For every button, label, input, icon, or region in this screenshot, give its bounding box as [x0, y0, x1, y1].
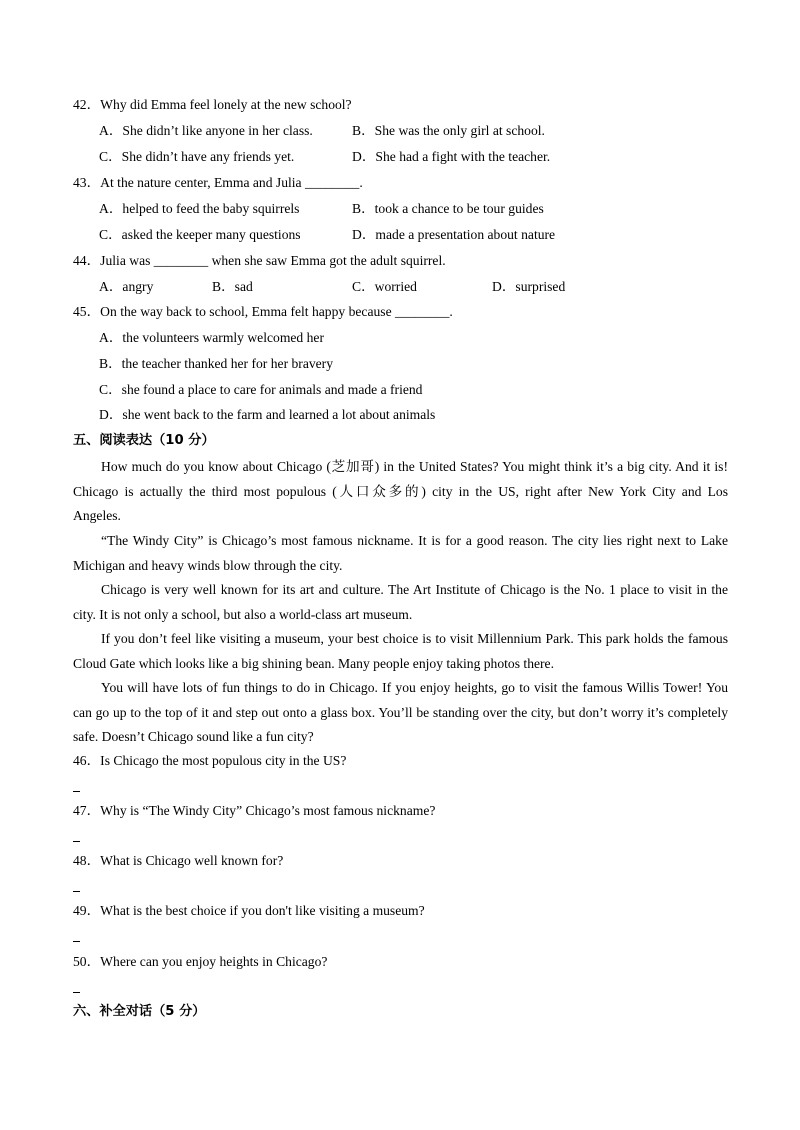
- q43-option-b: B．took a chance to be tour guides: [352, 201, 544, 216]
- answer-blank-48[interactable]: [73, 891, 80, 892]
- q43-option-c: C．asked the keeper many questions: [99, 227, 301, 242]
- passage-paragraph-1: [73, 455, 728, 529]
- answer-blank-49[interactable]: [73, 941, 80, 942]
- question-45-stem: 45．On the way back to school, Emma felt happy because ________.: [73, 304, 453, 319]
- question-46: 46．Is Chicago the most populous city in the US?: [73, 753, 347, 768]
- q44-option-a: A．angry: [99, 279, 154, 294]
- q45-option-c: C．she found a place to care for animals and made a friend: [99, 382, 423, 397]
- q43-option-d: D．made a presentation about nature: [352, 227, 556, 242]
- q45-option-d: D．she went back to the farm and learned a lot about animals: [99, 407, 436, 422]
- section-6-heading: 六、补全对话（5 分）: [73, 1004, 206, 1019]
- passage-paragraph-2: [73, 529, 728, 578]
- passage-line: How much do you know about Chicago (芝加哥) in the United States? You might think it’s a big city. And it is!: [101, 459, 728, 474]
- passage-line: If you don’t feel like visiting a museum, your best choice is to visit Millennium Park. This park holds the famous: [101, 631, 728, 646]
- passage-line: Cloud Gate which looks like a big shining bean. Many people enjoy taking photos there.: [73, 655, 554, 671]
- q43-option-a: A．helped to feed the baby squirrels: [99, 201, 300, 216]
- passage-line: Chicago is actually the third most populous (人口众多的) city in the US, right after New York City and Los: [73, 483, 728, 499]
- q45-option-a: A．the volunteers warmly welcomed her: [99, 330, 324, 345]
- passage-line: You will have lots of fun things to do in Chicago. If you enjoy heights, go to visit the famous Willis Tower! You: [101, 680, 728, 695]
- q42-option-d: D．She had a fight with the teacher.: [352, 149, 551, 164]
- q44-option-c: C．worried: [352, 279, 417, 294]
- question-43-stem: 43．At the nature center, Emma and Julia ________.: [73, 175, 363, 190]
- question-49: 49．What is the best choice if you don't like visiting a museum?: [73, 903, 425, 918]
- q44-option-b: B．sad: [212, 279, 253, 294]
- question-47: 47．Why is “The Windy City” Chicago’s most famous nickname?: [73, 803, 436, 818]
- passage-line: “The Windy City” is Chicago’s most famous nickname. It is for a good reason. The city lies right next to Lake: [101, 533, 728, 548]
- passage-line: Angeles.: [73, 508, 121, 523]
- question-50: 50．Where can you enjoy heights in Chicago?: [73, 954, 328, 969]
- q42-option-b: B．She was the only girl at school.: [352, 123, 545, 138]
- answer-blank-50[interactable]: [73, 992, 80, 993]
- passage-paragraph-4: [73, 627, 728, 676]
- question-48: 48．What is Chicago well known for?: [73, 853, 284, 868]
- passage-line: safe. Doesn’t Chicago sound like a fun city?: [73, 729, 314, 744]
- passage-line: Michigan and heavy winds blow through the city.: [73, 557, 343, 573]
- q45-option-b: B．the teacher thanked her for her bravery: [99, 356, 334, 371]
- passage-paragraph-5: [73, 676, 728, 750]
- passage-line: city. It is not only a school, but also a world-class art museum.: [73, 606, 413, 622]
- passage-line: Chicago is very well known for its art and culture. The Art Institute of Chicago is the No. 1 place to visit in the: [101, 582, 728, 597]
- passage-line: can go up to the top of it and step out onto a glass box. You’ll be standing over the city, but don’t worry it’s completely: [73, 704, 728, 720]
- question-44-stem: 44．Julia was ________ when she saw Emma got the adult squirrel.: [73, 253, 446, 268]
- answer-blank-47[interactable]: [73, 841, 80, 842]
- answer-blank-46[interactable]: [73, 791, 80, 792]
- passage-paragraph-3: [73, 578, 728, 627]
- section-5-heading: 五、阅读表达（10 分）: [73, 433, 215, 448]
- question-42-stem: 42．Why did Emma feel lonely at the new school?: [73, 97, 352, 112]
- q44-option-d: D．surprised: [492, 279, 566, 294]
- q42-option-a: A．She didn’t like anyone in her class.: [99, 123, 313, 138]
- q42-option-c: C．She didn’t have any friends yet.: [99, 149, 295, 164]
